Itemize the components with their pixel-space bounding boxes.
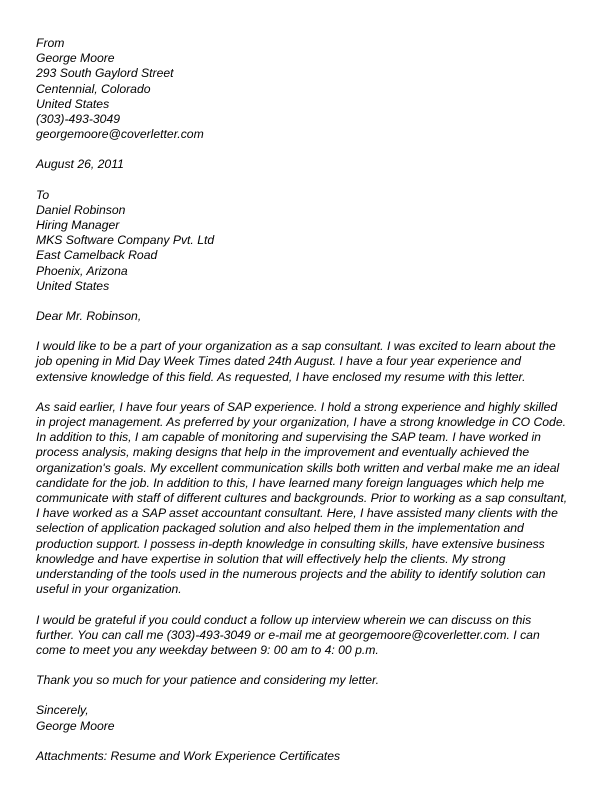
attachments [36, 749, 556, 764]
paragraph-line: understanding of the tools used in the numerous projects and the ability to identify solution can [36, 567, 546, 582]
paragraph-line: communicate with staff of different cultures and backgrounds. Prior to working as a sap consultant, [36, 491, 568, 506]
sender-name: George Moore [36, 51, 115, 66]
recipient-title: Hiring Manager [36, 218, 120, 233]
cover-letter [36, 36, 568, 779]
recipient-name: Daniel Robinson [36, 202, 126, 217]
salutation-text: Dear Mr. Robinson, [36, 309, 142, 324]
signature-name: George Moore [36, 718, 115, 733]
salutation [36, 309, 556, 324]
paragraph-line: I have worked as a SAP asset accountant consultant. Here, I have assisted many clients with the [36, 506, 558, 521]
sender-street: 293 South Gaylord Street [36, 66, 174, 81]
closing-line: Sincerely, [36, 703, 89, 718]
paragraph-line: extensive knowledge of this field. As requested, I have enclosed my resume with this letter. [36, 369, 526, 384]
paragraph-thanks [36, 673, 556, 688]
recipient-address [36, 188, 556, 294]
recipient-city: Phoenix, Arizona [36, 263, 128, 278]
sender-email: georgemoore@coverletter.com [36, 127, 204, 142]
paragraph-line: selection of application packaged solution and also helped them in the implementation and [36, 521, 524, 536]
attachments-text: Attachments: Resume and Work Experience Certificates [36, 748, 341, 763]
letter-date [36, 157, 556, 172]
recipient-company: MKS Software Company Pvt. Ltd [36, 233, 215, 248]
paragraph-line: further. You can call me (303)-493-3049 or e-mail me at georgemoore@coverletter.com. I can [36, 627, 540, 642]
paragraph-line: production support. I possess in-depth knowledge in consulting skills, have extensive business [36, 536, 545, 551]
paragraph-line: job opening in Mid Day Week Times dated 24th August. I have a four year experience and [36, 354, 521, 369]
paragraph-follow-up [36, 613, 556, 659]
paragraph-line: come to meet you any weekday between 9: 00 am to 4: 00 p.m. [36, 642, 379, 657]
paragraph-line: useful in your organization. [36, 582, 182, 597]
closing [36, 703, 556, 733]
sender-phone: (303)-493-3049 [36, 112, 121, 127]
paragraph-experience [36, 399, 568, 598]
date-text: August 26, 2011 [36, 157, 124, 172]
paragraph-line: I would like to be a part of your organization as a sap consultant. I was excited to learn about the [36, 339, 556, 354]
paragraph-intro [36, 339, 556, 385]
paragraph-line: organization's goals. My excellent communication skills both written and verbal make me an ideal [36, 460, 560, 475]
paragraph-line: I would be grateful if you could conduct a follow up interview wherein we can discuss on this [36, 612, 532, 627]
recipient-line: To [36, 187, 50, 202]
paragraph-line: in project management. As preferred by your organization, I have a strong knowledge in CO Code. [36, 415, 566, 430]
paragraph-line: candidate for the job. In addition to this, I have learned many foreign languages which help me [36, 475, 545, 490]
paragraph-line: In addition to this, I am capable of monitoring and supervising the SAP team. I have worked in [36, 430, 541, 445]
sender-city: Centennial, Colorado [36, 81, 151, 96]
paragraph-line: knowledge and have expertise in solution that will effectively help the clients. My strong [36, 551, 506, 566]
paragraph-line: process analysis, making designs that help in the improvement and eventually achieved the [36, 445, 530, 460]
sender-line: From [36, 36, 65, 50]
sender-country: United States [36, 96, 110, 111]
paragraph-line: Thank you so much for your patience and considering my letter. [36, 673, 380, 688]
sender-address [36, 36, 556, 142]
recipient-street: East Camelback Road [36, 248, 158, 263]
recipient-country: United States [36, 278, 110, 293]
paragraph-line: As said earlier, I have four years of SAP experience. I hold a strong experience and highly skilled [36, 399, 558, 414]
